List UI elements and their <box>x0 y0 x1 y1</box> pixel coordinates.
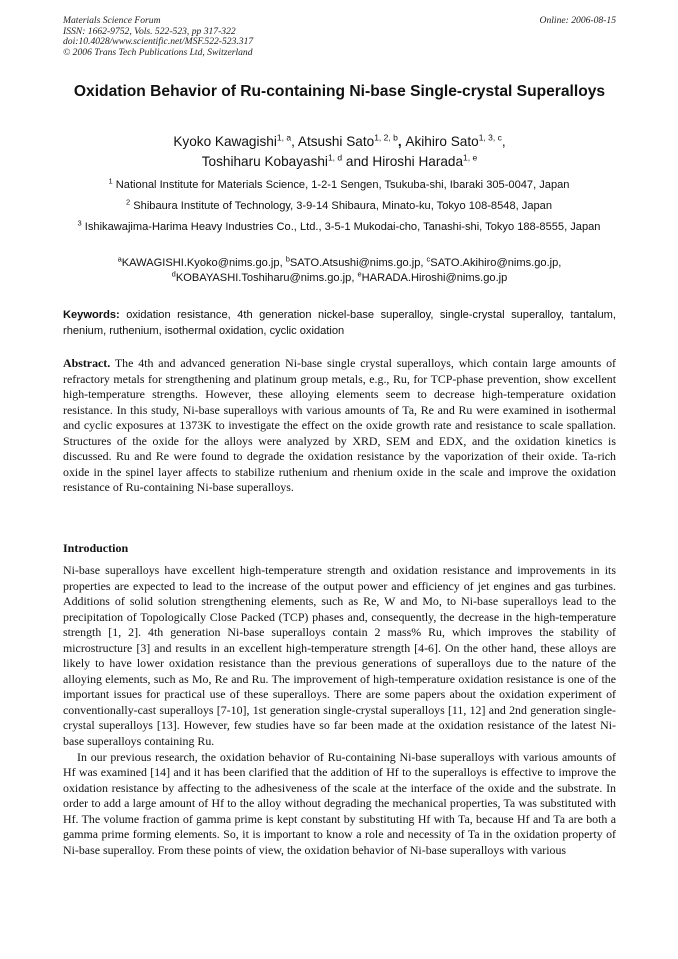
email-link[interactable]: HARADA.Hiroshi@nims.go.jp <box>361 272 508 284</box>
copyright-line: © 2006 Trans Tech Publications Ltd, Switzerland <box>63 46 253 58</box>
email-list: $^a$KAWAGISHI.Kyoko@nims.go.jp, $^b$SATO.Atsushi@nims.go.jp, $^c$SATO.Akihiro@nims.go.jp, $^d$KOBAYASHI.Toshiharu@nims.go.jp, $^e$HARADA.Hiroshi@nims.go.jp <box>117 254 562 284</box>
author-sup: 1, 3, c <box>478 132 502 143</box>
affiliation-3 <box>75 220 603 236</box>
issn-line: ISSN: 1662-9752, Vols. 522-523, pp 317-322 <box>63 25 236 37</box>
author-list <box>63 132 616 172</box>
journal-name: Materials Science Forum <box>63 15 161 26</box>
email-link[interactable]: KOBAYASHI.Toshiharu@nims.go.jp <box>175 272 352 284</box>
author-separator: , <box>501 134 506 149</box>
email-link[interactable]: SATO.Atsushi@nims.go.jp <box>289 257 421 269</box>
email-sup: c <box>426 254 431 264</box>
abstract-text: The 4th and advanced generation Ni-base single crystal superalloys, which contain large amounts of refractory metals for strengthening and platinum group metals, e.g., Ru, for TCP-phase prevention, show excellent high-temperature strengths. However, these alloying elements seem to decrease high-temperature oxidation resistance. In this study, Ni-base superalloys with various amounts of Ta, Re and Ru were examined in isothermal and cyclic exposures at 1373K to investigate the effect on the oxide growth rate and resistance to scale spallation. Structures of the oxide for the alloys were analyzed by XRD, SEM and EDX, and the oxidation kinetics is discussed. Ru and Re were found to degrade the oxidation resistance by the vaporization of their oxide. Ta-rich oxide in the spinel layer affects to stabilize ruthenium and rhenium oxide in the scale and improve the oxidation resistance of Ru-containing Ni-base superalloys. <box>63 356 617 495</box>
author-sup: 1, a <box>276 132 292 143</box>
abstract-label: Abstract. <box>63 356 111 370</box>
author-name: Atsushi Sato <box>297 134 375 149</box>
affiliation-1 <box>75 178 603 194</box>
affiliation-sup: 3 <box>77 218 82 228</box>
email-sup: d <box>171 269 176 279</box>
affiliation-text: Shibaura Institute of Technology, 3-9-14 Shibaura, Minato-ku, Tokyo 108-8548, Japan <box>133 200 552 212</box>
email-link[interactable]: SATO.Akihiro@nims.go.jp <box>430 257 559 269</box>
author-sup: 1, 2, b <box>374 132 398 143</box>
author-separator: and <box>342 154 373 169</box>
abstract <box>63 356 616 496</box>
email-sup: b <box>285 254 290 264</box>
author-separator: , <box>291 134 298 149</box>
keywords <box>63 308 616 339</box>
author-name: Kyoko Kawagishi <box>173 134 277 149</box>
section-heading-introduction: Introduction <box>63 541 129 555</box>
affiliation-2 <box>75 199 603 215</box>
author-name: Hiroshi Harada <box>372 154 464 169</box>
affiliation-text: Ishikawajima-Harima Heavy Industries Co., Ltd., 3-5-1 Mukodai-cho, Tanashi-shi, Tokyo 188-8555, Japan <box>84 221 601 233</box>
body-paragraph: Ni-base superalloys have excellent high-temperature strength and oxidation resistance and improvements in its properties are expected to lead to the increase of the output power and efficiency of jet engines and gas turbines. Additions of solid solution strengthening elements, such as Re, W and Mo, to Ni-base superalloys lead to the precipitation of Topologically Close Packed (TCP) phases and, consequently, the decrease in the high-temperature strength [1, 2]. 4th generation Ni-base superalloys contain 2 mass% Ru, which improves the stability of microstructure [3] and results in an excellent high-temperature strength [4-6]. On the other hand, these alloys are likely to have lower oxidation resistance than the previous generations of superalloys due to the nature of the alloying elements, such as Mo, Re and Ru. The improvement of high-temperature oxidation resistance is one of the important issues for practical use of these superalloys. There are some papers about the oxidation experiment of conventionally-cast superalloys [7-10], 1st generation single-crystal superalloys [11, 12] and 2nd generation single-crystal superalloys [13]. However, few studies have so far been made at the oxidation resistance of the latest Ni-base superalloys containing Ru. <box>63 563 616 749</box>
author-sup: 1, d <box>327 152 343 163</box>
author-name: Akihiro Sato <box>405 134 479 149</box>
affiliation-sup: 2 <box>125 197 131 207</box>
keywords-label: Keywords: <box>63 309 120 321</box>
paper-title: Oxidation Behavior of Ru-containing Ni-base Single-crystal Superalloys <box>73 83 606 100</box>
online-date: Online: 2006-08-15 <box>539 15 616 26</box>
email-link[interactable]: KAWAGISHI.Kyoko@nims.go.jp <box>121 257 280 269</box>
email-sup: e <box>357 269 362 279</box>
keywords-text: oxidation resistance, 4th generation nickel-base superalloy, single-crystal superalloy, tantalum, rhenium, ruthenium, isothermal oxidation, cyclic oxidation <box>63 309 617 337</box>
author-name: Toshiharu Kobayashi <box>201 154 328 169</box>
author-sup: 1, e <box>463 152 478 163</box>
journal-header <box>63 16 616 58</box>
author-separator: , <box>397 134 406 149</box>
doi-line: doi:10.4028/www.scientific.net/MSF.522-523.317 <box>63 36 254 48</box>
affiliation-text: National Institute for Materials Science, 1-2-1 Sengen, Tsukuba-shi, Ibaraki 305-0047, Japan <box>115 179 570 191</box>
body-paragraph: In our previous research, the oxidation behavior of Ru-containing Ni-base superalloys with various amounts of Hf was examined [14] and it has been clarified that the addition of Hf to the superalloys is effective to improve the oxidation resistance by affecting to the adhesiveness of the scale at the interface of the oxide and the substrate. In order to add a large amount of Hf to the alloy without degrading the mechanical properties, Ta was substituted with Hf. The volume fraction of gamma prime is kept constant by substituting Hf with Ta, because Hf and Ta are both a gamma prime forming elements. So, it is important to know a role and necessity of Ta in the oxidation property of Ni-base superalloy. From these points of view, the oxidation behavior of Ni-base superalloys with various <box>63 749 616 857</box>
introduction-body <box>63 563 616 858</box>
affiliation-sup: 1 <box>108 176 113 186</box>
email-sup: a <box>117 254 122 264</box>
